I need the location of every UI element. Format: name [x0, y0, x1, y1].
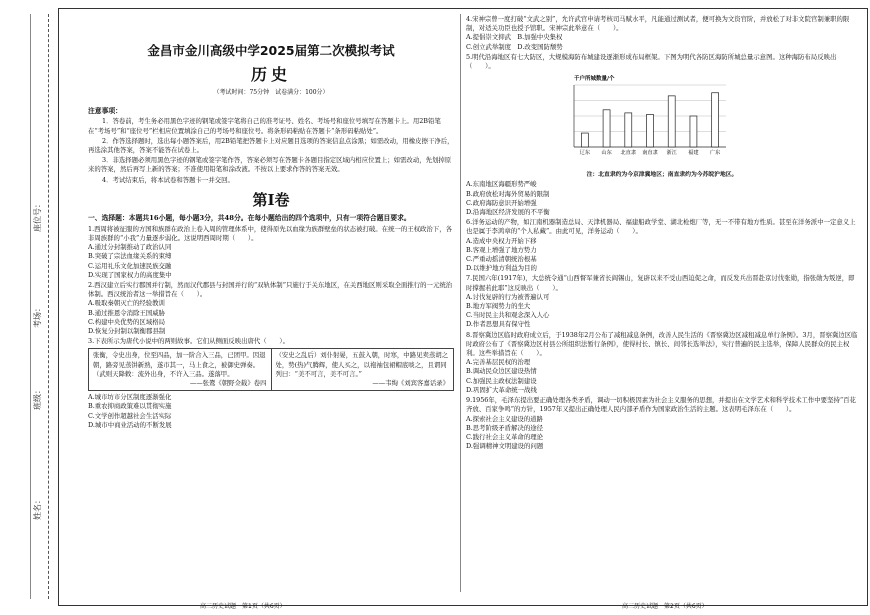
question-stem: 5.明代沿海地区有七大防区，大规模海防布城建设逐渐形成布局框架。下图为明代各防区海防所城总量示意图。这种海防布局反映出（ ）。: [466, 52, 837, 71]
question-4: [466, 15, 858, 52]
question-stem: 6.洋务运动的产物，如江南机器制造总局、天津机器局、福建船政学堂、湖北枪炮厂等，无一不带有地方性质。甚至在洋务派中一定意义上也是属于李鸿章的“个人私藏”。由此可见，洋务运动（ ）。: [466, 218, 856, 236]
section-title: 一、选择题：本题共16小题，每小题3分，共48分。在每小题给出的四个选项中，只有一项符合题目要求。: [88, 213, 411, 222]
option-a: A.完善基层民权的治理: [466, 358, 531, 367]
option-b: B.思考阶级矛盾解决的途径: [466, 423, 544, 432]
option-d: D.恢复分封制以制衡郡县制: [88, 327, 166, 336]
question-9: [466, 396, 858, 451]
option-b: B.政府放松对海外贸易的限制: [466, 189, 550, 198]
binding-line: [30, 14, 31, 599]
option-a: A.讨伐复辟的行为被普遍认可: [466, 292, 550, 301]
notice-item: 4．考试结束后，将本试卷和答题卡一并交回。: [102, 175, 234, 184]
x-tick-label: 广东: [709, 150, 721, 157]
notice-item: 2．作答选择题时，选出每小题答案后，用2B铅笔把答题卡上对应题目选项的答案信息点涂黑；如需改动，用橡皮擦干净后，再选涂其他答案，答案不能答在试卷上。: [88, 136, 454, 155]
seat-number-label: 座位号：: [33, 200, 42, 232]
quote-cell-right: [271, 349, 454, 390]
option-c: C.践行社会主义革命的理论: [466, 432, 543, 441]
option-c: C.运用礼乐文化加速民族交融: [88, 261, 172, 270]
name-label: 姓名：: [33, 496, 42, 520]
chart-caption: 注：北直隶约为今京津冀地区；南直隶约为今苏皖沪地区。: [586, 172, 738, 179]
option-ab: A.提倡崇文抑武 B.加强中央集权: [466, 33, 563, 42]
column-divider: [460, 14, 461, 592]
question-stem: 9.1956年，毛泽东提出要正确处理各类矛盾，调动一切积极因素为社会主义服务的思想，并提出在文学艺术和科学技术工作中要坚持“百花齐放、百家争鸣”的方针，1957年又提出正确处理人民内部矛盾作为国家政治生活的主题。这表明毛泽东在（ ）。: [466, 396, 856, 414]
option-cd: C.创立武举制度 D.改变国防颓势: [466, 42, 563, 51]
x-tick-label: 南直隶: [642, 150, 658, 157]
question-2: [88, 281, 454, 336]
page-footer-right: 高三历史试题 第2页（共6页）: [622, 603, 708, 610]
question-stem: 1.西周将被征服的方国和族群在政治上卷入周的管理体系中，使得原先以血缘为族群壁垒的状态被打破。在统一的王权政治下，各非周族群的“小我”力量逐步弱化。这说明西周时期（ ）。: [88, 224, 452, 243]
right-column: [466, 14, 858, 452]
quote-text: 张衡，令史出身，位至四品，加一阶合入三品，已团甲。因退朝，路旁见蒸饼新熟，遂市其一，马上食之，被御史弹奏。（武则天降敕：流外出身，不许入三品。遂落甲。: [93, 351, 266, 378]
bar: [647, 115, 654, 148]
part-title: 第Ⅰ卷: [252, 190, 290, 209]
quote-source: ——韦绚《刘宾客嘉话录》: [372, 379, 449, 388]
bar: [690, 116, 697, 147]
exam-room-label: 考场：: [33, 304, 42, 328]
question-3: [88, 337, 454, 430]
x-tick-label: 辽东: [579, 150, 591, 157]
option-a: A.造成中央权力开始下移: [466, 236, 537, 245]
option-c: C.文学创作超越社会生活实际: [88, 411, 172, 420]
option-a: A.探索社会主义建设的道路: [466, 414, 543, 423]
bar: [712, 93, 719, 147]
option-b: B.通过推恩令消除王国威胁: [88, 308, 166, 317]
notice-title: 注意事项：: [88, 107, 122, 116]
quote-source: ——张鷟《朝野佥载》卷四: [189, 379, 267, 388]
y-axis-label: 千户所城数量/个: [574, 76, 615, 83]
question-8: [466, 331, 858, 395]
option-d: D.巩固扩大革命统一战线: [466, 385, 537, 394]
x-tick-label: 山东: [601, 150, 612, 157]
option-b: B.调动民众边区建设热情: [466, 367, 537, 376]
bar: [625, 113, 632, 147]
x-tick-label: 浙江: [666, 150, 677, 157]
option-c: C.构建中央优势的区域格局: [88, 317, 165, 326]
left-column: [88, 14, 454, 431]
bar-chart: [562, 73, 732, 169]
option-d: D.强调精神文明建设的问题: [466, 442, 544, 451]
option-b: B.地方军阀势力的坐大: [466, 302, 531, 311]
option-b: B.突破了宗法血缘关系的束缚: [88, 252, 172, 261]
question-5: [466, 53, 858, 217]
question-stem: 2.西汉建立后实行郡国并行制，然而汉代郡县与封国并行的“双轨体制”只施行于关东地区，在关西地区则采取全面推行的一元统治体制。西汉统治者这一举措旨在（ ）。: [88, 281, 453, 299]
class-label: 班级：: [33, 386, 42, 410]
option-a: A.城市坊市分区制度逐渐强化: [88, 393, 172, 402]
quote-cell-left: [89, 349, 271, 390]
question-stem: 7.民国六年(1917年)，大总统令通“山西督军兼省长阎锡山，复辟以来不受山西迫促之命，而反发兵出晋赴京讨伐张勋，指张勋为叛逆，即时撑握若此耶”这反映出（ ）。: [466, 274, 855, 292]
question-stem: 8.晋察冀边区临时政府成立后，于1938年2月公布了减租减息条例，改善人民生活的《晋察冀边区减租减息单行条例》。3月，晋察冀边区临时政府公布了《晋察冀边区村县公所组织法暂行条例》，使得村长、镇长、间邻长选举法》，实行普遍的民主选举，保障人民群众的民主权利。这些举措旨在（ ）。: [466, 330, 858, 358]
seal-line: [48, 14, 49, 599]
option-d: D.作者思想具有保守性: [466, 320, 531, 329]
bar: [581, 133, 588, 147]
quote-table: [88, 348, 454, 391]
quote-text: （安史之乱后）刘仆射晏，五鼓入朝，时寒，中路见卖蒸胡之处，势(热)气腾辉，使人买之，以袍袖包裙帽底啖之，且谓同列曰：“美不可言，美不可言。”: [275, 351, 449, 378]
option-d: D.以维护地方利益为目的: [466, 264, 537, 273]
question-stem: 4.宋神宗曾一度打破“文武之别”，允许武官申请考核司马赋水平，凡能通过测试者，便可换为文资官阶，并放松了对非文院官制兼职的限制，对适关功臣也授予馆职。宋神宗此举意在（ ）。: [466, 15, 850, 33]
option-b: B.客观上增强了地方势力: [466, 245, 537, 254]
option-a: A.吸取秦朝灭亡的经验教训: [88, 299, 165, 308]
exam-title: 金昌市金川高级中学2025届第二次模拟考试: [147, 43, 395, 58]
question-6: [466, 218, 858, 273]
subject-title: 历史: [250, 65, 291, 84]
binding-margin: [0, 0, 58, 615]
bar: [603, 110, 610, 147]
exam-meta: （考试时间：75分钟 试卷满分：100分）: [213, 89, 329, 96]
question-1: [88, 225, 454, 280]
page-footer-left: 高三历史试题 第1页（共6页）: [200, 603, 286, 610]
option-b: B.重农抑商政策难以贯彻实施: [88, 402, 172, 411]
bar: [668, 96, 675, 147]
question-7: [466, 274, 858, 329]
option-a: A.东南地区海疆形势严峻: [466, 180, 537, 189]
notice-item: 3．非选择题必须用黑色字迹的钢笔或签字笔作答，答案必须写在答题卡各题目指定区域内相应位置上；如需改动，先划掉原来的答案，然后再写上新的答案；不准使用铅笔和涂改液。不按以上要求作答的答案无效。: [88, 156, 452, 174]
option-d: D.沿海地区经济发展的不平衡: [466, 208, 550, 217]
question-stem: 3.下表所示为唐代小说中的两则故事。它们从侧面反映出唐代（ ）。: [88, 337, 290, 346]
x-tick-label: 福建: [688, 150, 699, 157]
option-c: C.严重动摇清朝统治根基: [466, 255, 537, 264]
notice-item: 1．答卷前，考生务必用黑色字迹的钢笔或签字笔将自己的准考证号、姓名、考场号和座位号填写在答题卡上。用2B铅笔在“考场号”和“座位号”栏相应位置填涂自己的考场号和座位号。将条形码粘贴在答题卡“条形码粘贴处”。: [88, 117, 441, 135]
option-d: D.城市中商业活动的不断发展: [88, 420, 172, 429]
option-c: C.当时民主共和观念深入人心: [466, 311, 550, 320]
option-c: C.政府海防意识开始增强: [466, 198, 537, 207]
chart-svg: [562, 73, 732, 159]
option-c: C.加强民主政权法制建设: [466, 376, 537, 385]
option-d: D.实现了国家权力的高度集中: [88, 270, 172, 279]
option-a: A.通过分封制推动了政治认同: [88, 243, 172, 252]
x-tick-label: 北直隶: [620, 150, 637, 157]
